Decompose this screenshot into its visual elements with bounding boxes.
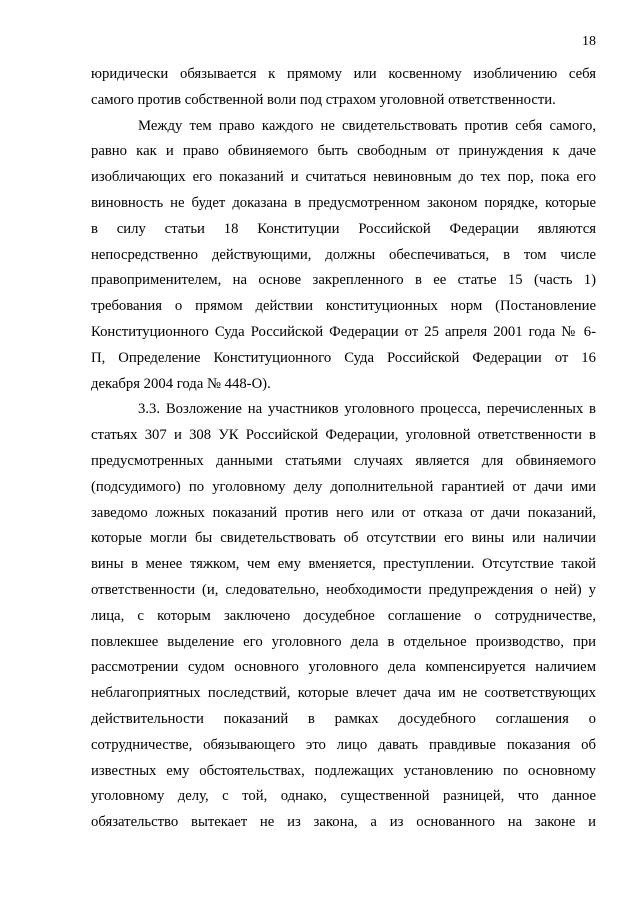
text-line: неблагоприятных последствий, которые влечет дача им не соответствующих xyxy=(91,685,596,702)
text-line: юридически обязывается к прямому или косвенному изобличению себя xyxy=(91,66,596,82)
text-line: предусмотренных данными статьями случаях является для обвиняемого xyxy=(91,452,596,469)
text-line: Конституционного Суда Российской Федерации от 25 апреля 2001 года № 6- xyxy=(91,323,596,340)
text-line: ответственности (и, следовательно, необходимости предупреждения о ней) у xyxy=(91,581,596,598)
text-line: самого против собственной воли под страхом уголовной ответственности. xyxy=(91,91,556,108)
text-line: повлекшее выделение его уголовного дела в отдельное производство, при xyxy=(91,633,596,650)
text-line: которые могли бы свидетельствовать об отсутствии его вины или наличии xyxy=(91,530,596,547)
paragraph-first-line: Между тем право каждого не свидетельствовать против себя самого, xyxy=(138,117,596,134)
text-line: известных ему обстоятельствах, подлежащих установлению по основному xyxy=(91,762,596,779)
text-line: уголовному делу, с той, однако, существенной разницей, что данное xyxy=(91,788,596,805)
text-line: обязательство вытекает не из закона, а из основанного на законе и xyxy=(91,814,596,831)
text-line: правоприменителем, на основе закрепленного в ее статье 15 (часть 1) xyxy=(91,272,596,289)
text-line: статьях 307 и 308 УК Российской Федерации, уголовной ответственности в xyxy=(91,427,596,444)
text-line: (подсудимого) по уголовному делу дополнительной гарантией от дачи ими xyxy=(91,478,596,495)
page-number: 18 xyxy=(582,34,596,49)
text-line: действительности показаний в рамках досудебного соглашения о xyxy=(91,710,596,727)
text-line: сотрудничестве, обязывающего это лицо давать правдивые показания об xyxy=(91,736,596,753)
text-line: рассмотрении судом основного уголовного дела компенсируется наличием xyxy=(91,659,596,676)
text-line: вины в менее тяжком, чем ему вменяется, преступлении. Отсутствие такой xyxy=(91,556,596,573)
text-line: декабря 2004 года № 448-О). xyxy=(91,375,271,392)
text-line: лица, с которым заключено досудебное соглашение о сотрудничестве, xyxy=(91,607,596,624)
text-line: виновность не будет доказана в предусмотренном законом порядке, которые xyxy=(91,194,596,211)
text-line: непосредственно действующими, должны обеспечиваться, в том числе xyxy=(91,246,596,263)
text-line: П, Определение Конституционного Суда Российской Федерации от 16 xyxy=(91,349,596,366)
text-line: равно как и право обвиняемого быть свободным от принуждения к даче xyxy=(91,143,596,160)
text-line: в силу статьи 18 Конституции Российской Федерации являются xyxy=(91,220,596,237)
body-text xyxy=(91,62,596,836)
text-line: заведомо ложных показаний против него или от отказа от дачи показаний, xyxy=(91,504,596,521)
text-line: требования о прямом действии конституционных норм (Постановление xyxy=(91,298,596,315)
paragraph-first-line: 3.3. Возложение на участников уголовного процесса, перечисленных в xyxy=(138,401,596,418)
text-line: изобличающих его показаний и считаться невиновным до тех пор, пока его xyxy=(91,169,596,186)
